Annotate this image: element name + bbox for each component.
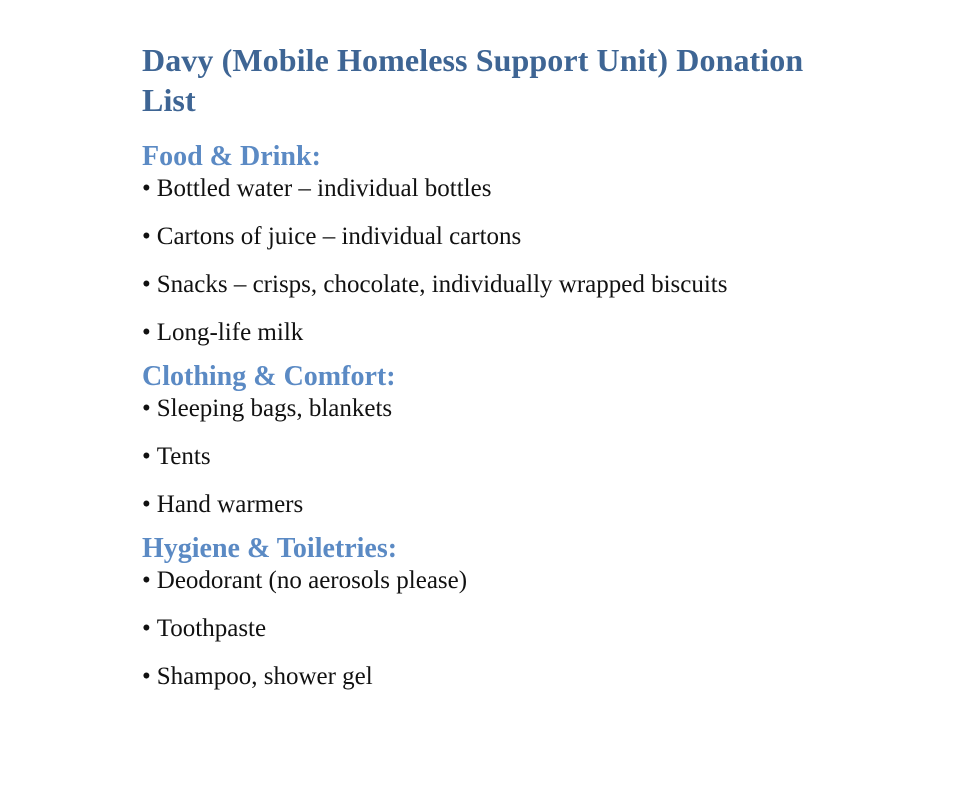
list-item (142, 318, 842, 348)
bullet-icon: • (142, 443, 151, 470)
item-list-food-drink (142, 174, 842, 348)
section-heading-clothing-comfort: Clothing & Comfort: (142, 361, 396, 392)
bullet-icon: • (142, 491, 151, 518)
list-item (142, 614, 842, 644)
list-item (142, 490, 842, 520)
item-list-clothing-comfort (142, 394, 842, 520)
list-item-text: Cartons of juice – individual cartons (156, 223, 522, 250)
item-list-hygiene-toiletries (142, 566, 842, 692)
list-item (142, 662, 842, 692)
list-item (142, 270, 842, 300)
bullet-icon: • (142, 271, 151, 298)
list-item (142, 394, 842, 424)
list-item-text: Snacks – crisps, chocolate, individually wrapped biscuits (156, 271, 728, 298)
list-item-text: Bottled water – individual bottles (156, 175, 492, 202)
section-food-drink (142, 140, 842, 348)
bullet-icon: • (142, 615, 151, 642)
bullet-icon: • (142, 663, 151, 690)
section-hygiene-toiletries (142, 532, 842, 692)
list-item-text: Long-life milk (156, 319, 304, 346)
section-clothing-comfort (142, 360, 842, 520)
bullet-icon: • (142, 567, 151, 594)
bullet-icon: • (142, 223, 151, 250)
section-heading-food-drink: Food & Drink: (142, 141, 321, 172)
list-item-text: Sleeping bags, blankets (156, 395, 393, 422)
list-item (142, 222, 842, 252)
page-title: Davy (Mobile Homeless Support Unit) Donation List (142, 42, 804, 118)
list-item-text: Tents (156, 443, 211, 470)
list-item (142, 566, 842, 596)
bullet-icon: • (142, 395, 151, 422)
list-item (142, 442, 842, 472)
list-item (142, 174, 842, 204)
list-item-text: Shampoo, shower gel (156, 663, 373, 690)
bullet-icon: • (142, 319, 151, 346)
list-item-text: Deodorant (no aerosols please) (156, 567, 468, 594)
bullet-icon: • (142, 175, 151, 202)
section-heading-hygiene-toiletries: Hygiene & Toiletries: (142, 533, 398, 564)
list-item-text: Hand warmers (156, 491, 304, 518)
donation-list-document (142, 40, 842, 704)
list-item-text: Toothpaste (156, 615, 267, 642)
